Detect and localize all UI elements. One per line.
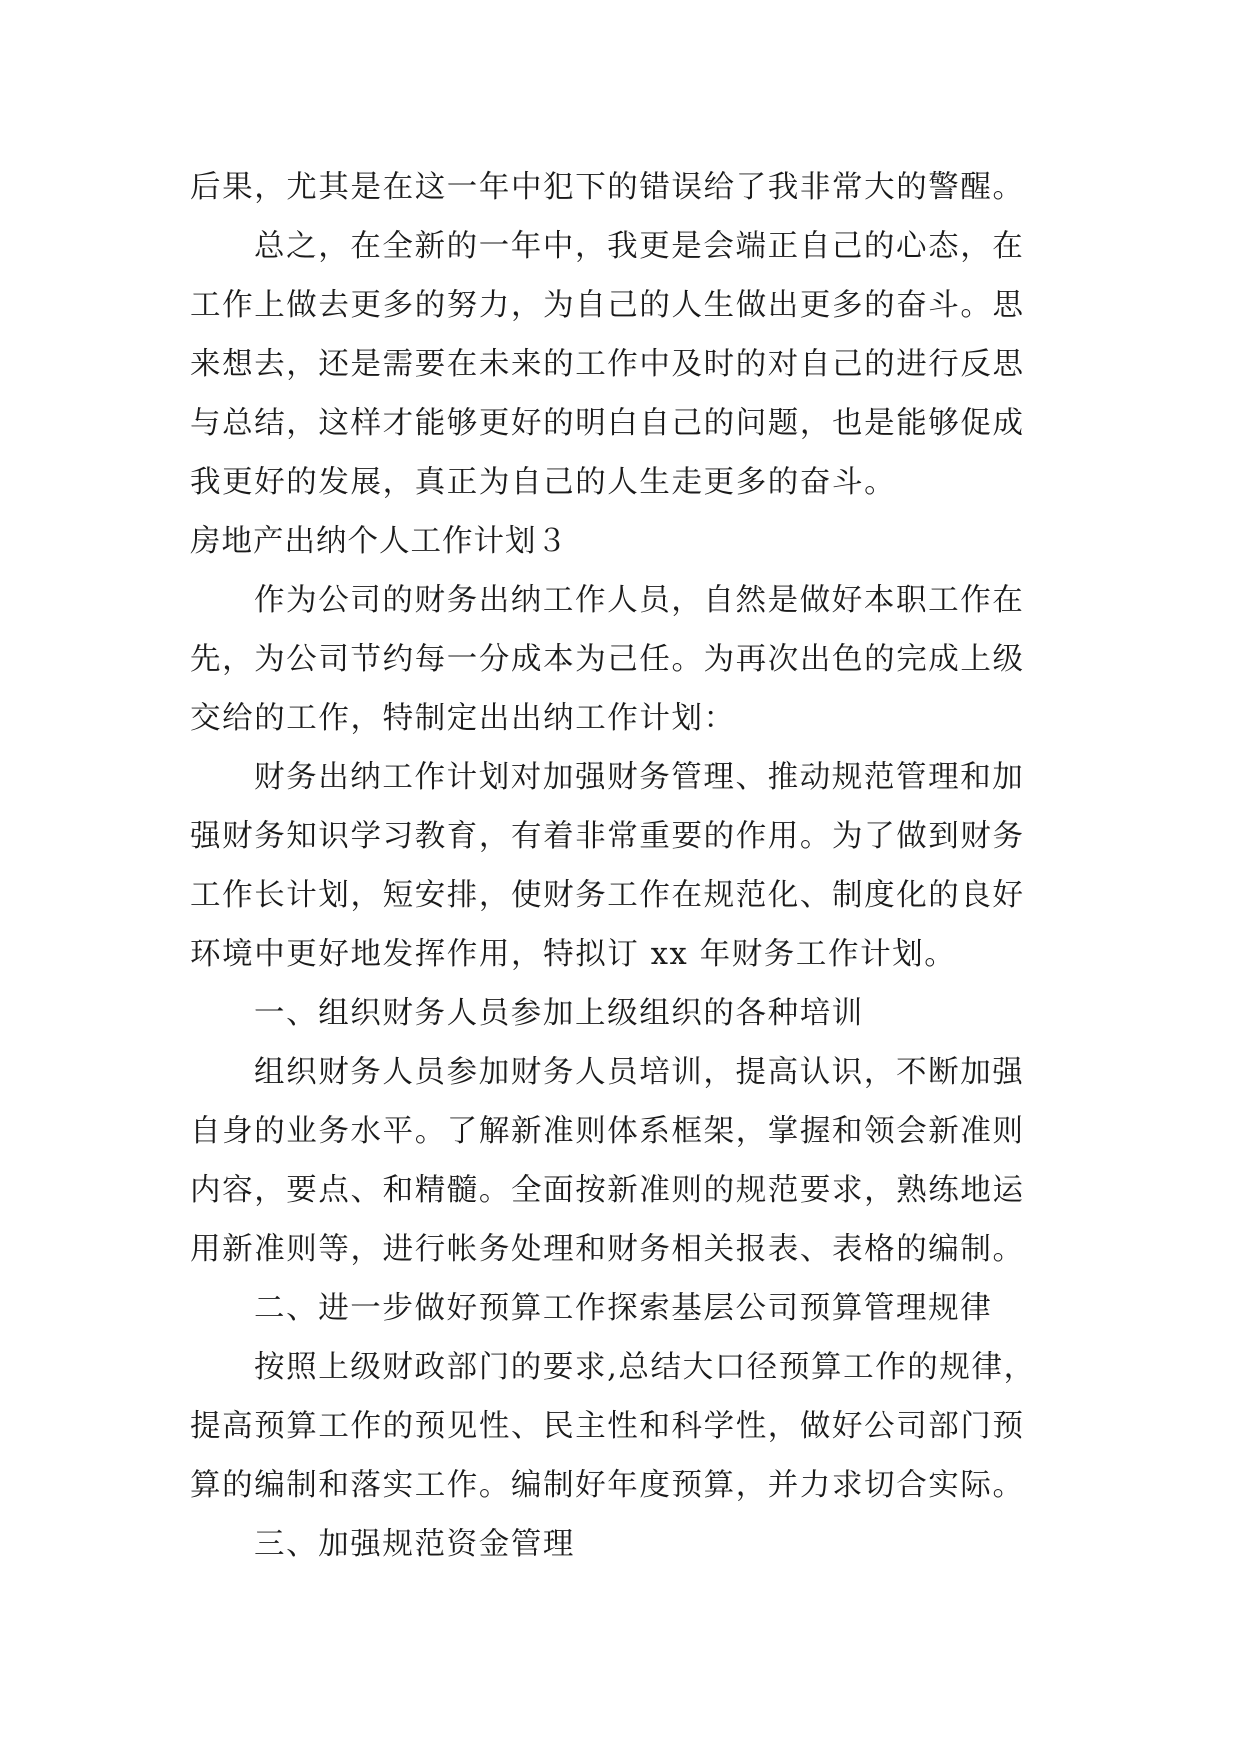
text-line: 自身的业务水平。了解新准则体系框架，掌握和领会新准则	[190, 1114, 1025, 1149]
document-body	[190, 158, 1060, 1574]
text-line: 与总结，这样才能够更好的明白自己的问题，也是能够促成	[190, 406, 1025, 441]
subheading-line: 一、组织财务人员参加上级组织的各种培训	[254, 996, 864, 1031]
text-line: 强财务知识学习教育，有着非常重要的作用。为了做到财务	[190, 819, 1025, 854]
text-line: 后果，尤其是在这一年中犯下的错误给了我非常大的警醒。	[190, 170, 1025, 205]
text-line: 财务出纳工作计划对加强财务管理、推动规范管理和加	[254, 760, 1025, 795]
text-line: 作为公司的财务出纳工作人员，自然是做好本职工作在	[254, 583, 1025, 618]
text-line: 按照上级财政部门的要求,总结大口径预算工作的规律，	[254, 1350, 1036, 1385]
text-line: 先，为公司节约每一分成本为己任。为再次出色的完成上级	[190, 642, 1025, 677]
text-line: 来想去，还是需要在未来的工作中及时的对自己的进行反思	[190, 347, 1025, 382]
text-line: 工作上做去更多的努力，为自己的人生做出更多的奋斗。思	[190, 288, 1025, 323]
subheading-line: 三、加强规范资金管理	[254, 1527, 575, 1562]
text-line: 我更好的发展，真正为自己的人生走更多的奋斗。	[190, 465, 897, 500]
text-line: 用新准则等，进行帐务处理和财务相关报表、表格的编制。	[190, 1232, 1025, 1267]
text-line: 环境中更好地发挥作用，特拟订 xx 年财务工作计划。	[190, 937, 957, 972]
text-line: 组织财务人员参加财务人员培训，提高认识，不断加强	[254, 1055, 1025, 1090]
text-line: 交给的工作，特制定出出纳工作计划：	[190, 701, 736, 736]
text-line: 工作长计划，短安排，使财务工作在规范化、制度化的良好	[190, 878, 1025, 913]
section-title: 房地产出纳个人工作计划３	[190, 524, 568, 559]
subheading-line: 二、进一步做好预算工作探索基层公司预算管理规律	[254, 1291, 993, 1326]
text-line: 内容，要点、和精髓。全面按新准则的规范要求，熟练地运	[190, 1173, 1025, 1208]
text-line: 提高预算工作的预见性、民主性和科学性，做好公司部门预	[190, 1409, 1025, 1444]
text-line: 算的编制和落实工作。编制好年度预算，并力求切合实际。	[190, 1468, 1025, 1503]
text-line: 总之，在全新的一年中，我更是会端正自己的心态，在	[254, 229, 1025, 264]
